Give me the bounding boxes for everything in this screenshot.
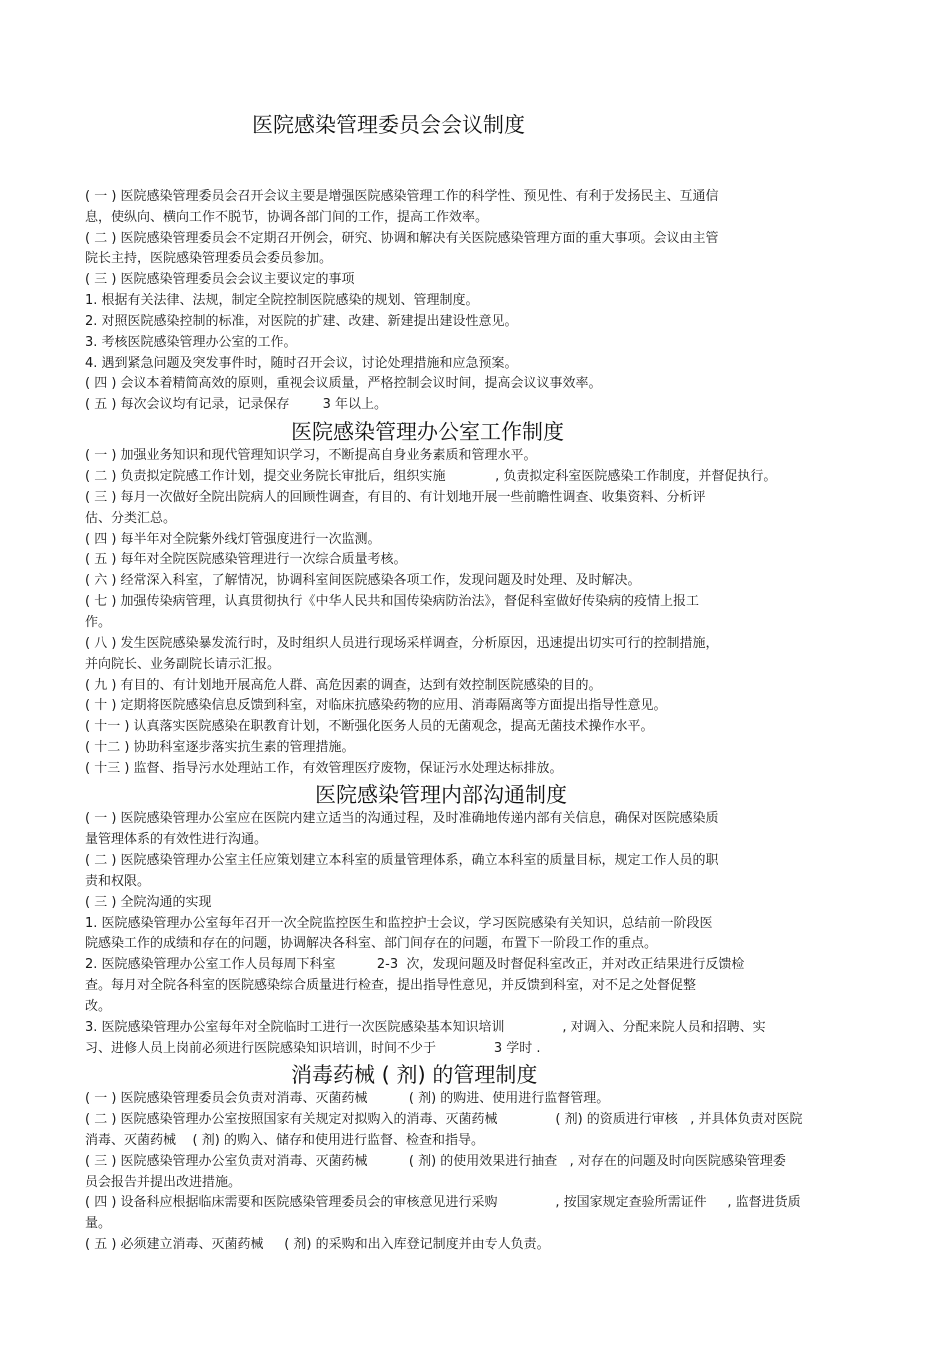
section-title: 消毒药械 ( 剂) 的管理制度: [291, 1063, 538, 1087]
paragraph-line: ( 二 ) 负责拟定院感工作计划，提交业务院长审批后，组织实施 , 负责拟定科室医院感染工作制度，并督促执行。: [85, 469, 777, 484]
paragraph-line: ( 一 ) 医院感染管理委员会负责对消毒、灭菌药械 ( 剂) 的购进、使用进行监督管理。: [85, 1091, 610, 1106]
paragraph-line: ( 二 ) 医院感染管理办公室主任应策划建立本科室的质量管理体系，确立本科室的质量目标，规定工作人员的职: [85, 853, 719, 868]
paragraph-line: 量管理体系的有效性进行沟通。: [85, 832, 268, 847]
paragraph-line: 2. 对照医院感染控制的标准，对医院的扩建、改建、新建提出建设性意见。: [85, 314, 518, 329]
paragraph-line: ( 九 ) 有目的、有计划地开展高危人群、高危因素的调查，达到有效控制医院感染的目的。: [85, 678, 602, 693]
paragraph-line: 息，使纵向、横向工作不脱节，协调各部门间的工作，提高工作效率。: [85, 210, 489, 225]
paragraph-line: ( 五 ) 每次会议均有记录，记录保存 3 年以上。: [85, 397, 388, 412]
paragraph-line: ( 十 ) 定期将医院感染信息反馈到科室，对临床抗感染药物的应用、消毒隔离等方面提出指导性意见。: [85, 698, 667, 713]
paragraph-line: ( 三 ) 医院感染管理办公室负责对消毒、灭菌药械 ( 剂) 的使用效果进行抽查 , 对存在的问题及时向医院感染管理委: [85, 1154, 786, 1169]
paragraph-line: 责和权限。: [85, 874, 151, 889]
paragraph-line: ( 一 ) 医院感染管理委员会召开会议主要是增强医院感染管理工作的科学性、预见性、有利于发扬民主、互通信: [85, 189, 719, 204]
paragraph-line: 2. 医院感染管理办公室工作人员每周下科室 2-3 次，发现问题及时督促科室改正，并对改正结果进行反馈检: [85, 957, 745, 972]
paragraph-line: ( 十一 ) 认真落实医院感染在职教育计划，不断强化医务人员的无菌观念，提高无菌技术操作水平。: [85, 719, 654, 734]
paragraph-line: ( 七 ) 加强传染病管理，认真贯彻执行《中华人民共和国传染病防治法》，督促科室做好传染病的疫情上报工: [85, 594, 700, 609]
paragraph-line: ( 一 ) 加强业务知识和现代管理知识学习，不断提高自身业务素质和管理水平。: [85, 448, 537, 463]
paragraph-line: ( 四 ) 会议本着精简高效的原则，重视会议质量，严格控制会议时间，提高会议议事效率。: [85, 376, 602, 391]
paragraph-line: 1. 医院感染管理办公室每年召开一次全院监控医生和监控护士会议，学习医院感染有关知识，总结前一阶段医: [85, 916, 713, 931]
paragraph-line: 习、进修人员上岗前必须进行医院感染知识培训，时间不少于 3 学时 .: [85, 1041, 541, 1056]
paragraph-line: 估、分类汇总。: [85, 511, 177, 526]
paragraph-line: 4. 遇到紧急问题及突发事件时，随时召开会议，讨论处理措施和应急预案。: [85, 356, 518, 371]
paragraph-line: 院长主持，医院感染管理委员会委员参加。: [85, 251, 333, 266]
paragraph-line: 消毒、灭菌药械 ( 剂) 的购入、储存和使用进行监督、检查和指导。: [85, 1133, 484, 1148]
paragraph-line: ( 二 ) 医院感染管理委员会不定期召开例会，研究、协调和解决有关医院感染管理方面的重大事项。会议由主管: [85, 231, 719, 246]
paragraph-line: 量。: [85, 1216, 112, 1231]
paragraph-line: ( 四 ) 每半年对全院紫外线灯管强度进行一次监测。: [85, 532, 381, 547]
paragraph-line: 并向院长、业务副院长请示汇报。: [85, 657, 281, 672]
paragraph-line: 3. 医院感染管理办公室每年对全院临时工进行一次医院感染基本知识培训 , 对调入、分配来院人员和招聘、实: [85, 1020, 766, 1035]
section-title: 医院感染管理委员会会议制度: [252, 113, 525, 137]
paragraph-line: 3. 考核医院感染管理办公室的工作。: [85, 335, 297, 350]
paragraph-line: ( 三 ) 全院沟通的实现: [85, 895, 212, 910]
paragraph-line: ( 六 ) 经常深入科室，了解情况，协调科室间医院感染各项工作，发现问题及时处理、及时解决。: [85, 573, 641, 588]
paragraph-line: 1. 根据有关法律、法规，制定全院控制医院感染的规划、管理制度。: [85, 293, 479, 308]
paragraph-line: ( 十二 ) 协助科室逐步落实抗生素的管理措施。: [85, 740, 355, 755]
paragraph-line: ( 八 ) 发生医院感染暴发流行时，及时组织人员进行现场采样调查，分析原因，迅速提出切实可行的控制措施，: [85, 636, 719, 651]
paragraph-line: 作。: [85, 615, 112, 630]
paragraph-line: ( 二 ) 医院感染管理办公室按照国家有关规定对拟购入的消毒、灭菌药械 ( 剂) 的资质进行审核 , 并具体负责对医院: [85, 1112, 803, 1127]
section-title: 医院感染管理办公室工作制度: [291, 420, 564, 444]
paragraph-line: ( 三 ) 每月一次做好全院出院病人的回顾性调查，有目的、有计划地开展一些前瞻性调查、收集资料、分析评: [85, 490, 706, 505]
paragraph-line: 员会报告并提出改进措施。: [85, 1175, 242, 1190]
paragraph-line: ( 三 ) 医院感染管理委员会会议主要议定的事项: [85, 272, 355, 287]
paragraph-line: ( 一 ) 医院感染管理办公室应在医院内建立适当的沟通过程，及时准确地传递内部有关信息，确保对医院感染质: [85, 811, 719, 826]
paragraph-line: ( 五 ) 必须建立消毒、灭菌药械 ( 剂) 的采购和出入库登记制度并由专人负责。: [85, 1237, 550, 1252]
section-title: 医院感染管理内部沟通制度: [315, 783, 567, 807]
paragraph-line: ( 十三 ) 监督、指导污水处理站工作，有效管理医疗废物，保证污水处理达标排放。: [85, 761, 563, 776]
paragraph-line: ( 四 ) 设备科应根据临床需要和医院感染管理委员会的审核意见进行采购 , 按国家规定查验所需证件 , 监督进货质: [85, 1195, 801, 1210]
paragraph-line: 查。每月对全院各科室的医院感染综合质量进行检查，提出指导性意见，并反馈到科室，对不足之处督促整: [85, 978, 697, 993]
paragraph-line: 改。: [85, 999, 112, 1014]
paragraph-line: 院感染工作的成绩和存在的问题，协调解决各科室、部门间存在的问题，布置下一阶段工作的重点。: [85, 936, 658, 951]
paragraph-line: ( 五 ) 每年对全院医院感染管理进行一次综合质量考核。: [85, 552, 407, 567]
